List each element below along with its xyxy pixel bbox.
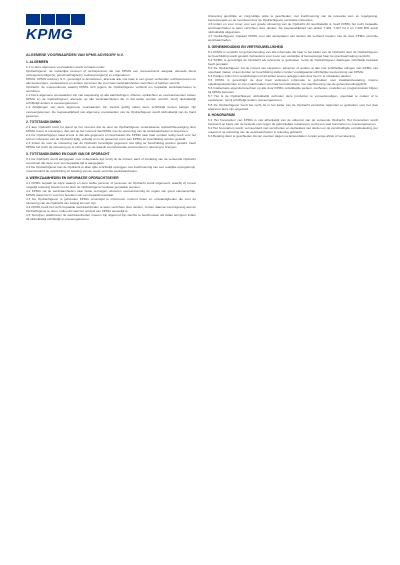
article-heading: 4. WERKZAAMHEDEN EN INFORMATIE OPDRACHTGEVER [26,175,119,180]
article-heading: 1. ALGEMEEN [26,60,49,64]
article-paragraph: 5.4 Partijen zullen hun verplichtingen uit dit artikel tevens opleggen aan door hen in te schakelen derden. [208,74,352,79]
article-section [26,120,196,149]
article-paragraph: 6.1 Het honorarium van KPMG is niet afhankelijk van de uitkomst van de verleende Opdracht. Het honorarium wordt berekend op basis van de bestede uren tegen de gebruikelijke uurtarieven, tenzij een vast honorarium is overeengekomen. [208,118,378,127]
kpmg-logo [26,14,90,48]
article-paragraph: 1.3 Afwijkingen van deze algemene voorwaarden zijn slechts geldig indien deze schriftelijk tussen partijen zijn overeengekomen. De toepasselijkheid van algemene voorwaarden van de Opdrachtgever wordt uitdrukkelijk van de hand gewezen. [26,105,196,118]
article-paragraph: 4.1 KPMG bepaalt de wijze waarop en door welke persoon of personen de Opdracht wordt uitgevoerd, waarbij zij zoveel mogelijk rekening houdt met de door de Opdrachtgever kenbaar gemaakte wensen. [26,180,196,189]
logo-box [71,14,85,25]
logo-box [41,14,55,25]
article-section [26,176,196,221]
article-section [26,60,196,118]
logo-boxes [26,14,90,25]
article-section [208,45,378,111]
article-paragraph: 3.1 De Opdracht wordt aangegaan voor onbepaalde tijd, tenzij uit de inhoud, aard of strekking van de verleende Opdracht voortvloeit dat deze voor een bepaalde tijd is aangegaan. [26,157,196,166]
article-heading: 2. TOTSTANDKOMING [26,120,61,125]
article-paragraph: 4.7 Opdrachtgever vrijwaart KPMG voor alle aanspraken van derden die verband houden met de door KPMG verrichte werkzaamheden. [208,34,378,43]
right-column [208,14,378,141]
article-heading: 6. HONORARIUM [208,113,235,118]
logo-box [56,14,70,25]
article-section [26,152,196,173]
article-section [208,14,378,42]
article-paragraph: 5.2 KPMG is gerechtigd de Opdracht als referentie te gebruiken, tenzij de Opdrachtgever daartegen schriftelijk bezwaar heeft gemaakt. [208,58,378,67]
logo-text: KPMG [26,26,73,43]
article-paragraph: 5.3 De Opdrachtgever zal de inhoud van rapporten, adviezen of andere al dan niet schriftelijke uitingen van KPMG niet openbaar maken of aan derden ter beschikking stellen zonder voorafgaande schriftelijke toestemming van KPMG. [208,66,378,75]
article-heading: 3. TOTSTANDKOMING EN DUUR VAN DE OPDRACHT [26,152,110,157]
article-paragraph: 5.7 Het is de Opdrachtgever uitdrukkelijk verboden deze producten te verveelvoudigen, openbaar te maken of te exploiteren, tenzij schriftelijk anders overeengekomen. [208,94,378,103]
article-paragraph: 4.2 KPMG zal de werkzaamheden naar beste vermogen uitvoeren overeenkomstig de regels van goed vakmanschap. KPMG staat niet in voor het bereiken van een bepaald resultaat. [26,188,196,197]
article-paragraph: 5.6 Intellectuele eigendomsrechten op alle door KPMG ontwikkelde werken, methoden, modellen en programmatuur blijven bij KPMG berusten. [208,86,378,95]
left-column [26,60,196,224]
article-paragraph: Opdrachtgever: de natuurlijke persoon of rechtspersoon die met KPMG een overeenkomst aangaat, alsmede diens vertegenwoordiger(s), gevolmachtigde(n), rechtsopvolger(s) en erfgenamen. [26,69,196,78]
document-title: ALGEMENE VOORWAARDEN VAN KPMG ADVISORY N.V. [26,53,124,57]
article-paragraph: 2.1 Een Opdracht komt tot stand op het moment dat de door de Opdrachtgever ondertekende opdrachtbevestiging door KPMG retour is ontvangen, dan wel op het moment dat KPMG met de uitvoering van de werkzaamheden is begonnen. [26,125,196,134]
article-paragraph: 6.2 Het honorarium wordt, vermeerderd met verschotten en declaraties van derden en de verschuldigde omzetbelasting, per maand of na voltooiing van de werkzaamheden in rekening gebracht. [208,126,378,135]
article-paragraph: KPMG: KPMG Advisory N.V., gevestigd te Amstelveen, alsmede alle met haar in een groep verbonden rechtspersonen en alle bestuurders, medewerkers en andere personen die voor haar werkzaamheden verrichten of hebben verricht. [26,77,196,86]
article-paragraph: 4.3 De Opdrachtgever is gehouden KPMG onverwijld te informeren omtrent feiten en omstandigheden die voor de uitvoering van de Opdracht van belang kunnen zijn. [26,197,196,206]
article-paragraph: 5.8 De Opdrachtgever heeft het recht de in het kader van de Opdracht verstrekte rapporten te gebruiken voor het doel waarvoor deze zijn opgesteld. [208,102,378,111]
article-section [208,113,378,138]
article-paragraph: 1.1 In deze algemene voorwaarden wordt verstaan onder: [26,65,106,69]
article-heading: 5. GEHEIMHOUDING EN VERTROUWELIJKHEID [208,44,284,49]
logo-box [26,14,40,25]
article-paragraph: 2.2 De Opdrachtgever staat ervoor in dat alle gegevens en bescheiden die KPMG naar haar oordeel nodig heeft voor het correct uitvoeren van de Opdracht tijdig, volledig en in de gewenste vorm aan KPMG ter beschikking worden gesteld. [26,133,196,142]
article-paragraph: 2.3 Indien de voor de uitvoering van de Opdracht benodigde gegevens niet tijdig ter beschikking worden gesteld, heeft KPMG het recht de uitvoering op te schorten en de daaruit voortvloeiende extra kosten in rekening te brengen. [26,141,196,150]
article-paragraph: 4.5 Termijnen waarbinnen de werkzaamheden moeten zijn afgerond zijn slechts te beschouwen als fatale termijnen indien dit uitdrukkelijk schriftelijk is overeengekomen. [26,213,196,222]
article-paragraph: 5.5 KPMG is gerechtigd de door haar verkregen informatie te gebruiken voor kwaliteitsbewaking, interne opleidingsdoeleinden en het onderhouden van haar kennisbestand, met inachtneming van de geheimhoudingsplicht. [208,78,378,87]
article-paragraph: 4.6 Indien en voor zover voor een goede uitvoering van de Opdracht dit noodzakelijk is, heeft KPMG het recht bepaalde werkzaamheden te laten verrichten door derden. De toepasselijkheid van artikel 7:404, 7:407 lid 2 en 7:409 BW wordt uitdrukkelijk uitgesloten. [208,22,378,35]
article-paragraph: 4.4 KPMG heeft het recht bepaalde werkzaamheden te laten verrichten door derden, zonder daarvan kennisgeving aan de Opdrachtgever te doen, indien dit naar het oordeel van KPMG wenselijk is. [26,205,196,214]
article-paragraph: 1.2 Deze algemene voorwaarden zijn van toepassing op alle aanbiedingen, offertes, opdrachten en overeenkomsten tussen KPMG en de Opdrachtgever, alsmede op alle werkzaamheden die in dat kader worden verricht, tenzij uitdrukkelijk schriftelijk anders is overeengekomen. [26,93,196,106]
article-paragraph: Uitvoering geschikte en zorgvuldige wijze te geschieden, met inachtneming van de relevante wet- en regelgeving, beroepsregels en de eventueel door de Opdrachtgever verstrekte instructies. [208,14,378,23]
article-paragraph: 6.3 Betaling dient te geschieden binnen veertien dagen na factuurdatum zonder enige aftrek of verrekening. [208,134,356,139]
article-paragraph: Opdracht: de overeenkomst waarbij KPMG zich jegens de Opdrachtgever verbindt om bepaalde werkzaamheden te verrichten. [26,85,196,94]
article-paragraph: 5.1 KPMG is verplicht tot geheimhouding van alle informatie die haar in het kader van de Opdracht door de Opdrachtgever ter beschikking wordt gesteld, behoudens voor zover een wettelijke of beroepsregel haar tot openbaarmaking verplicht. [208,49,378,58]
article-paragraph: 3.2 De Opdrachtgever kan de Opdracht te allen tijde schriftelijk opzeggen met inachtneming van een redelijke opzegtermijn, onverminderd de verplichting tot betaling van de reeds verrichte werkzaamheden. [26,165,196,174]
